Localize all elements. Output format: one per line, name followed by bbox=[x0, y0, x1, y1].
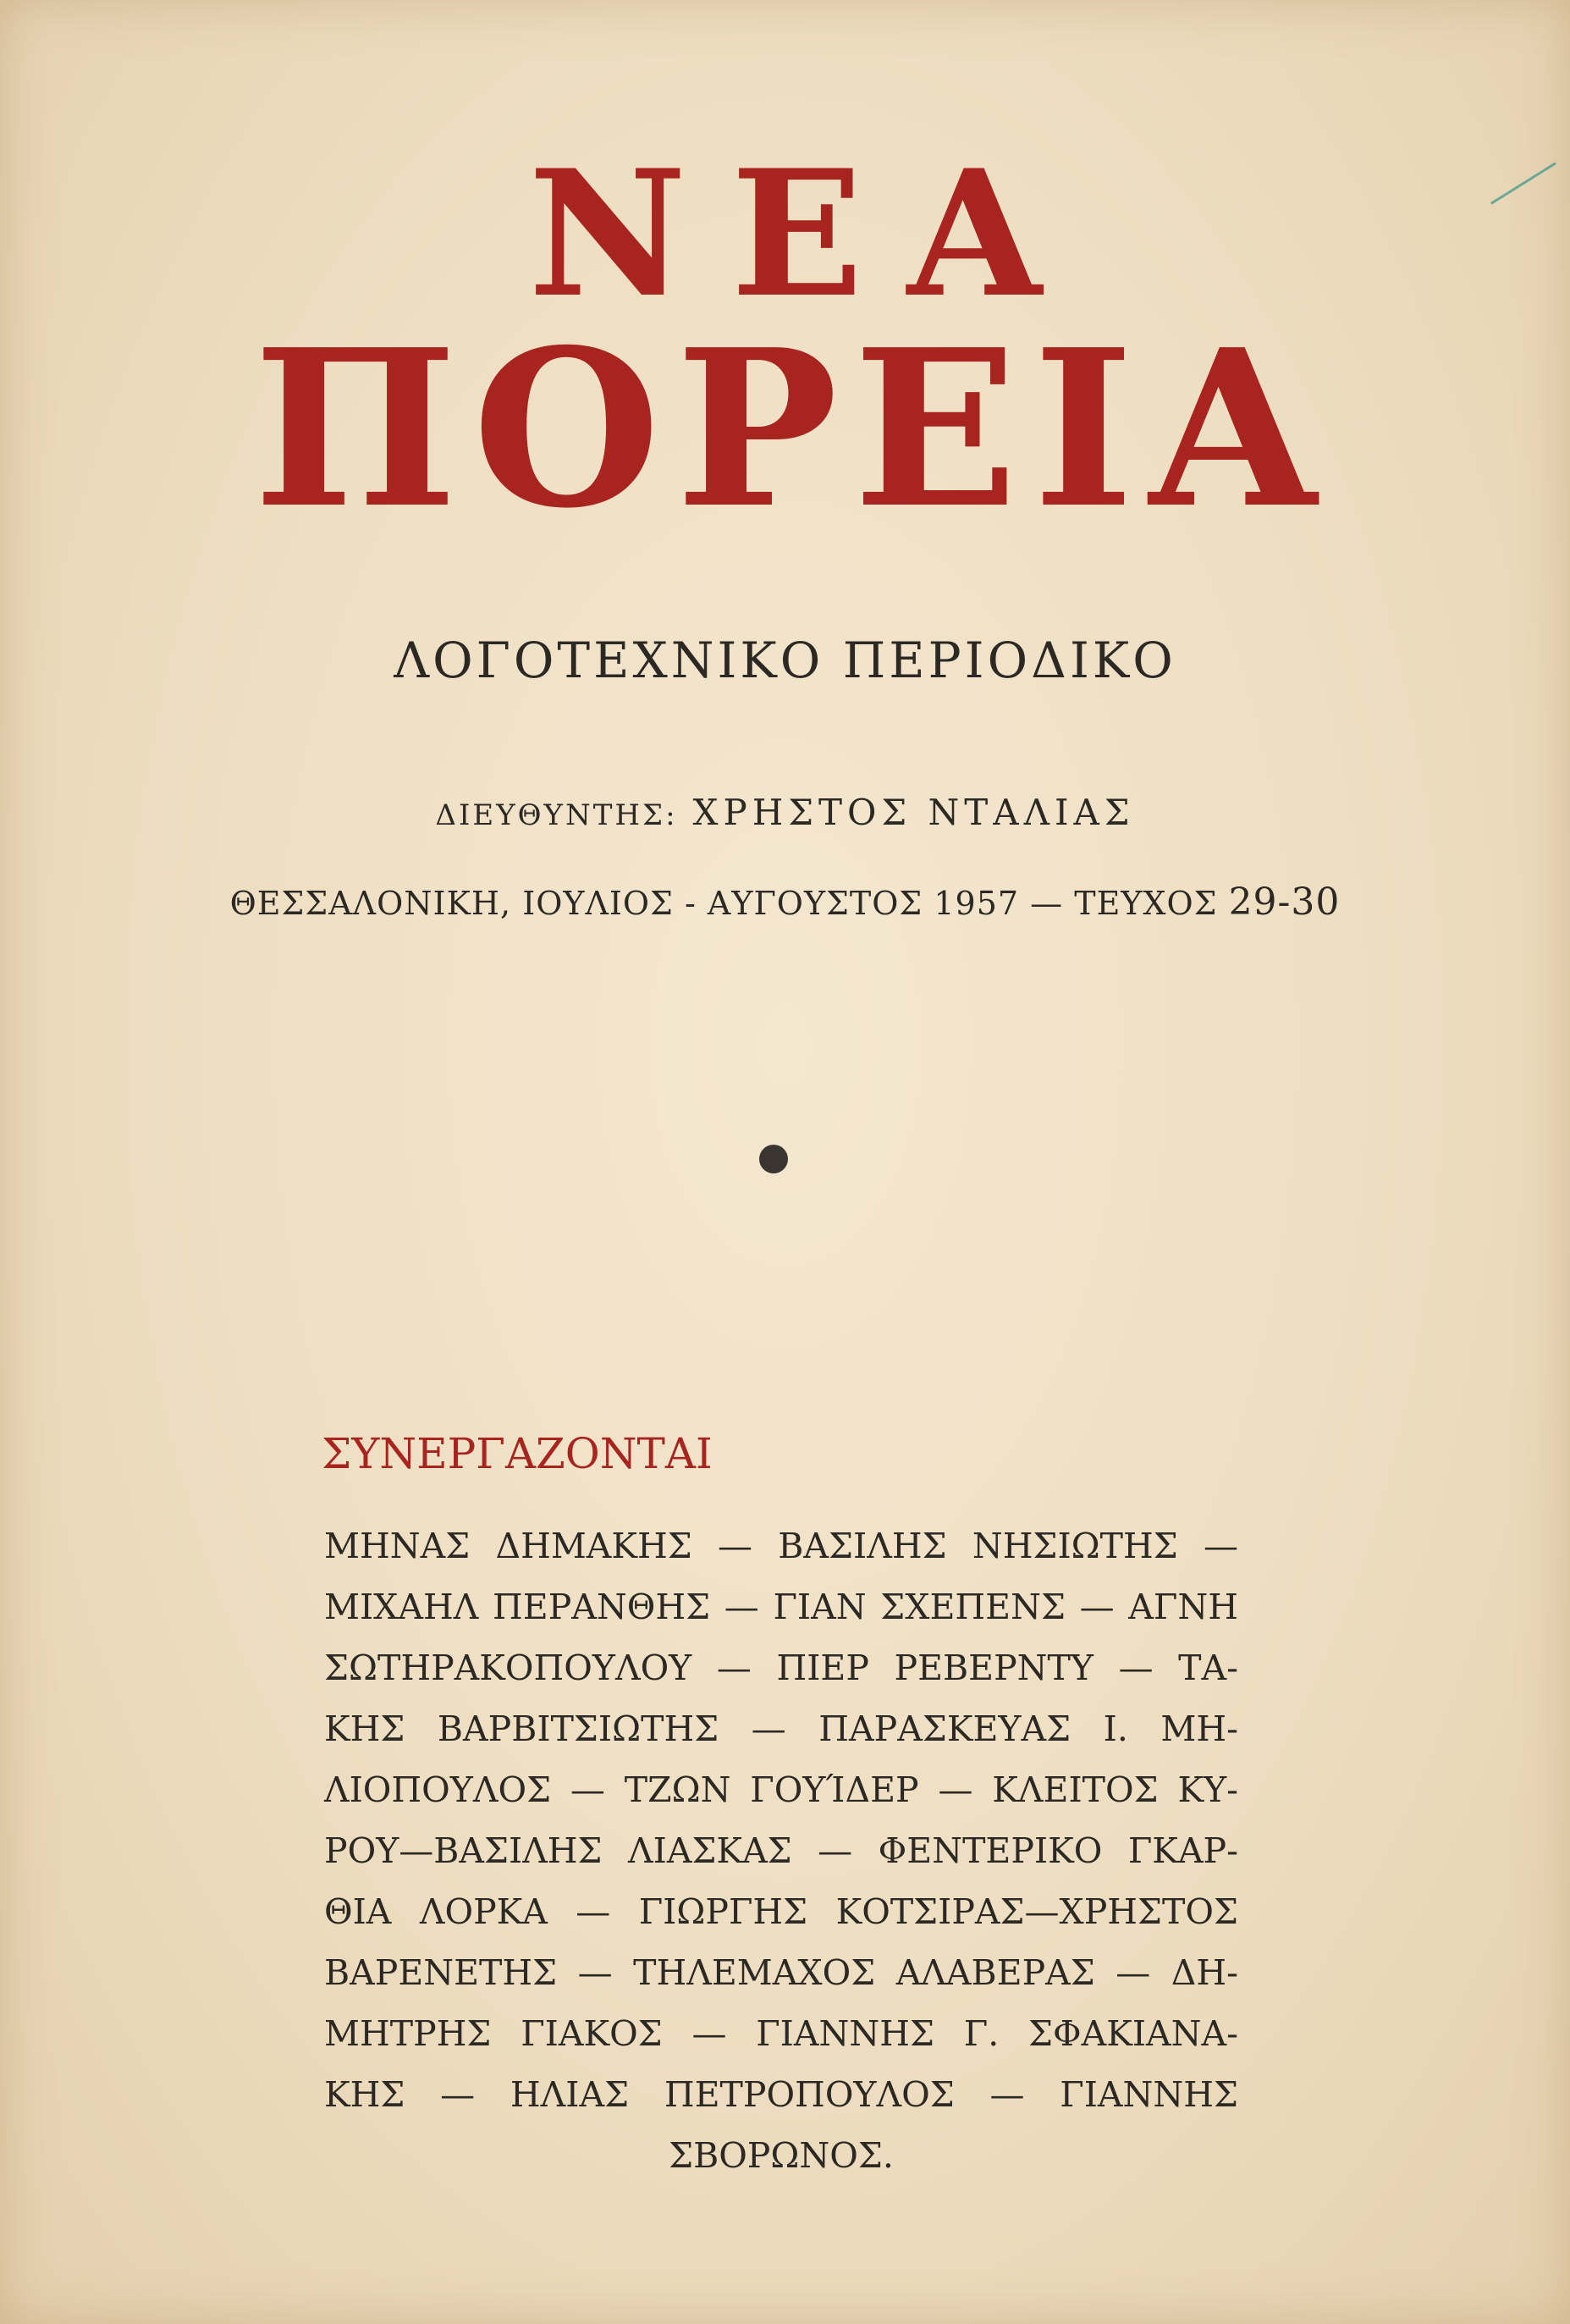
issue-line bbox=[0, 880, 1570, 924]
contributors-line: ΚΗΣ ΒΑΡΒΙΤΣΙΩΤΗΣ — ΠΑΡΑΣΚΕΥΑΣ Ι. ΜΗ- bbox=[324, 1708, 1238, 1749]
title-line-2: ΠΟΡΕΙΑ bbox=[253, 303, 1332, 556]
subtitle: ΛΟΓΟΤΕΧΝΙΚΟ ΠΕΡΙΟΔΙΚΟ bbox=[394, 632, 1176, 689]
contributors-line: ΘΙΑ ΛΟΡΚΑ — ΓΙΩΡΓΗΣ ΚΟΤΣΙΡΑΣ—ΧΡΗΣΤΟΣ bbox=[324, 1891, 1238, 1932]
contributors-list bbox=[324, 1515, 1238, 2186]
director-label: ΔΙΕΥΘΥΝΤΗΣ: bbox=[435, 798, 678, 832]
bullet-ornament-icon bbox=[759, 1145, 788, 1173]
contributors-heading: ΣΥΝΕΡΓΑΖΟΝΤΑΙ bbox=[322, 1429, 713, 1478]
director-name: ΧΡΗΣΤΟΣ ΝΤΑΛΙΑΣ bbox=[692, 792, 1135, 833]
title-line-1: ΝΕΑ bbox=[528, 133, 1086, 336]
contributors-line: ΚΗΣ — ΗΛΙΑΣ ΠΕΤΡΟΠΟΥΛΟΣ — ΓΙΑΝΝΗΣ bbox=[324, 2074, 1238, 2115]
issue-number: 29-30 bbox=[1228, 880, 1341, 924]
issue-place-date: ΘΕΣΣΑΛΟΝΙΚΗ, ΙΟΥΛΙΟΣ - ΑΥΓΟΥΣΤΟΣ 1957 — ΤΕΥΧΟΣ bbox=[229, 885, 1218, 922]
director-line bbox=[0, 792, 1570, 833]
contributors-line: ΣΒΟΡΩΝΟΣ. bbox=[669, 2135, 894, 2176]
contributors-line: ΜΗΝΑΣ ΔΗΜΑΚΗΣ — ΒΑΣΙΛΗΣ ΝΗΣΙΩΤΗΣ — bbox=[324, 1526, 1238, 1566]
contributors-line: ΣΩΤΗΡΑΚΟΠΟΥΛΟΥ — ΠΙΕΡ ΡΕΒΕΡΝΤΥ — ΤΑ- bbox=[324, 1648, 1238, 1688]
contributors-line: ΒΑΡΕΝΕΤΗΣ — ΤΗΛΕΜΑΧΟΣ ΑΛΑΒΕΡΑΣ — ΔΗ- bbox=[324, 1952, 1238, 1993]
contributors-line: ΜΙΧΑΗΛ ΠΕΡΑΝΘΗΣ — ΓΙΑΝ ΣΧΕΠΕΝΣ — ΑΓΝΗ bbox=[324, 1587, 1238, 1627]
contributors-line: ΛΙΟΠΟΥΛΟΣ — ΤΖΩΝ ΓΟΥΊΔΕΡ — ΚΛΕΙΤΟΣ ΚΥ- bbox=[324, 1769, 1238, 1810]
contributors-line: ΜΗΤΡΗΣ ΓΙΑΚΟΣ — ΓΙΑΝΝΗΣ Γ. ΣΦΑΚΙΑΝΑ- bbox=[324, 2013, 1238, 2054]
contributors-line: ΡΟΥ—ΒΑΣΙΛΗΣ ΛΙΑΣΚΑΣ — ΦΕΝΤΕΡΙΚΟ ΓΚΑΡ- bbox=[324, 1830, 1238, 1871]
